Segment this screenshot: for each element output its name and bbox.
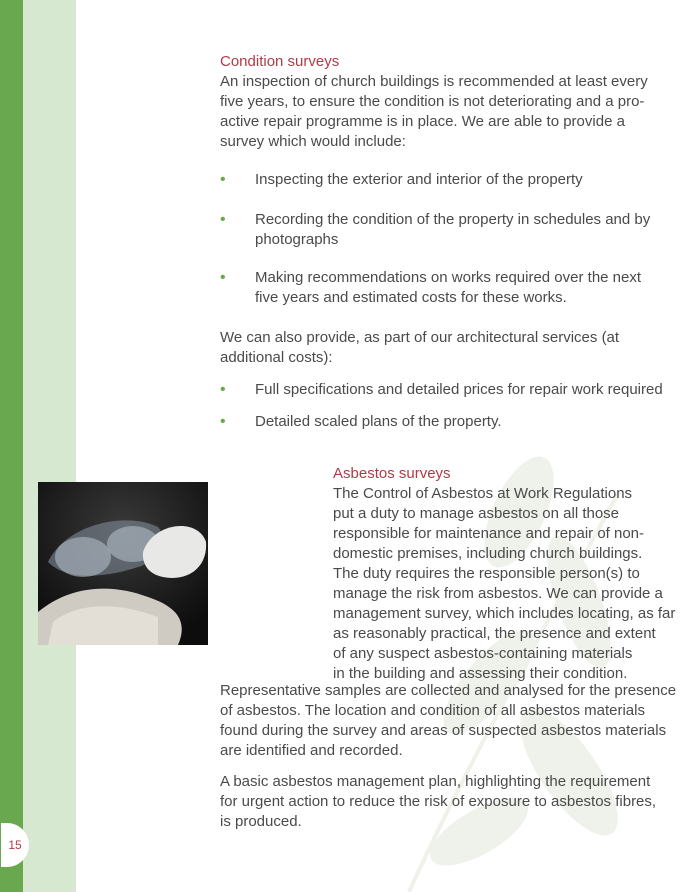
- asbestos-heading: Asbestos surveys: [333, 465, 451, 482]
- asbestos-line: A basic asbestos management plan, highlighting the requirement: [220, 773, 651, 790]
- asbestos-line: management survey, which includes locating, as far: [333, 605, 676, 622]
- asbestos-photo: [38, 482, 208, 645]
- sidebar-light-band: [23, 0, 76, 892]
- condition-bullet-list: [220, 170, 690, 328]
- list-item: • Making recommendations on works required over the next five years and estimated costs for these works.: [220, 268, 690, 328]
- asbestos-line: is produced.: [220, 813, 302, 830]
- asbestos-line: found during the survey and areas of suspected asbestos materials: [220, 722, 667, 739]
- sidebar-dark-band: [0, 0, 23, 892]
- bullet-dot-icon: •: [220, 381, 226, 398]
- list-item: • Full specifications and detailed prices for repair work required: [220, 380, 690, 412]
- asbestos-line: as reasonably practical, the presence and extent: [333, 625, 656, 642]
- architectural-services-text: We can also provide, as part of our architectural services (at additional costs):: [220, 329, 620, 366]
- asbestos-line: are identified and recorded.: [220, 742, 403, 759]
- asbestos-line: domestic premises, including church buildings.: [333, 545, 643, 562]
- condition-intro: An inspection of church buildings is recommended at least every five years, to ensure the condition is not deteriorating and a pro-active repair programme is in place. We are able to provide a survey which would include:: [220, 73, 648, 150]
- bullet-dot-icon: •: [220, 269, 226, 286]
- asbestos-line: of asbestos. The location and condition of all asbestos materials: [220, 702, 645, 719]
- asbestos-line: manage the risk from asbestos. We can provide a: [333, 585, 663, 602]
- bullet-dot-icon: •: [220, 413, 226, 430]
- asbestos-plan-text: [220, 772, 700, 832]
- services-bullet-list: [220, 380, 690, 432]
- asbestos-line: in the building and assessing their condition.: [333, 665, 628, 682]
- asbestos-line: Representative samples are collected and analysed for the presence: [220, 682, 677, 699]
- asbestos-line: put a duty to manage asbestos on all those: [333, 505, 620, 522]
- bullet-dot-icon: •: [220, 211, 226, 228]
- list-item: • Inspecting the exterior and interior of the property: [220, 170, 690, 210]
- asbestos-continued: [220, 681, 700, 761]
- asbestos-line: for urgent action to reduce the risk of exposure to asbestos fibres,: [220, 793, 657, 810]
- list-item: • Detailed scaled plans of the property.: [220, 413, 502, 430]
- asbestos-section: [333, 464, 683, 684]
- list-item: • Recording the condition of the property in schedules and by photographs: [220, 210, 690, 268]
- condition-section: [220, 52, 690, 152]
- bullet-dot-icon: •: [220, 171, 226, 188]
- asbestos-line: responsible for maintenance and repair of non-: [333, 525, 645, 542]
- asbestos-line: of any suspect asbestos-containing materials: [333, 645, 633, 662]
- page-number: 15: [1, 823, 29, 867]
- asbestos-line: The Control of Asbestos at Work Regulations: [333, 485, 633, 502]
- asbestos-line: The duty requires the responsible person(s) to: [333, 565, 640, 582]
- condition-heading: Condition surveys: [220, 53, 340, 70]
